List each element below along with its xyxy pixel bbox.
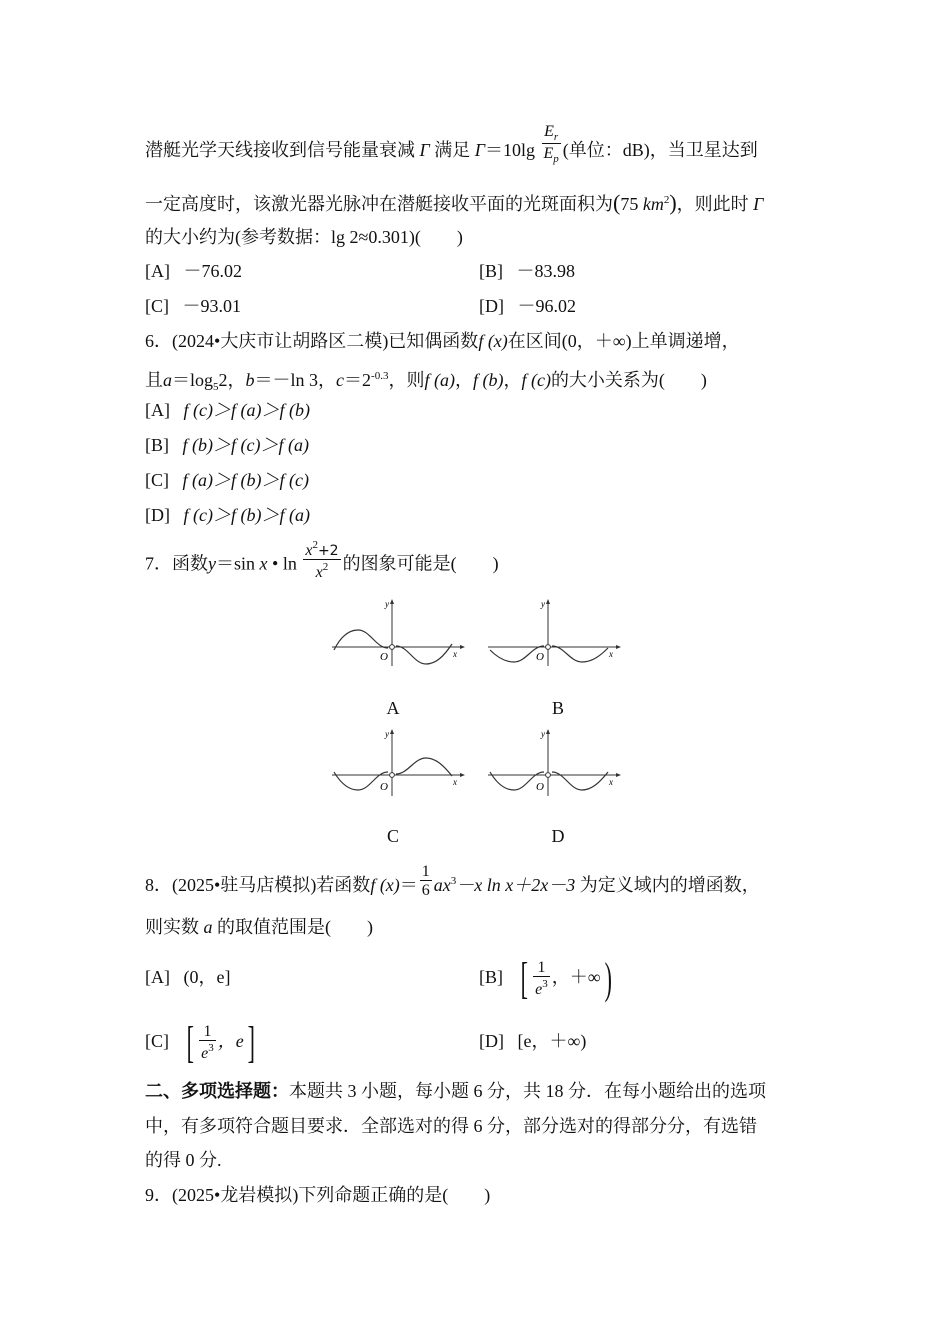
svg-text:O: O (536, 651, 544, 663)
gamma-symbol: Γ (753, 194, 764, 214)
graph-a[interactable] (330, 598, 466, 668)
q5-option-d[interactable]: [D] －96.02 (479, 296, 576, 316)
q5-text: ，则此时 (676, 194, 749, 214)
q5-text: 一定高度时，该激光器光脉冲在潜艇接收平面的光斑面积为 (145, 194, 613, 214)
q8-fraction: $\frac{1}{6}$ (421, 863, 430, 900)
q7-fraction: $\frac{x^2+2}{x^2}$ (305, 539, 339, 581)
q5-text: (单位：dB)，当卫星达到 (562, 140, 758, 160)
q8-line2: 则实数 a 的取值范围是( ) (145, 917, 373, 937)
q8-option-b[interactable]: [B] [ $\frac{1}{e^3}$ ，＋∞) (479, 953, 612, 1003)
svg-text:y: y (541, 599, 545, 609)
section2-line1: 二、多项选择题：本题共 3 小题，每小题 6 分，共 18 分．在每小题给出的选项 (145, 1081, 766, 1101)
q9-source: 龙岩模拟 (220, 1185, 293, 1205)
q5-formula: ＝10lg (485, 140, 536, 160)
q7-line: 7．函数y＝sin x • ln $\frac{x^2+2}{x^2}$ 的图象可能是( ) (145, 539, 499, 581)
q8-option-c[interactable]: [C] [ $\frac{1}{e^3}$ ，e] (145, 1017, 255, 1067)
q5-option-b[interactable]: [B] －83.98 (479, 261, 575, 281)
q5-option-c[interactable]: [C] －93.01 (145, 296, 241, 316)
q5-line1 (145, 123, 758, 166)
q6-line1: 6．(2024•大庆市让胡路区二模)已知偶函数f (x)在区间(0，＋∞)上单调递增， (145, 331, 740, 351)
q5-fraction: $\frac{E_r}{E_p}$ (543, 123, 559, 166)
graph-a-label: A (386, 698, 400, 718)
graph-d[interactable] (486, 728, 622, 798)
svg-text:x: x (609, 777, 613, 787)
svg-text:O: O (380, 651, 388, 663)
section2-line2: 中，有多项符合题目要求．全部选对的得 6 分，部分选对的得部分分，有选错 (145, 1116, 757, 1136)
svg-text:x: x (453, 649, 457, 659)
q6-option-d[interactable]: [D] f (c)＞f (b)＞f (a) (145, 505, 310, 525)
graph-b[interactable] (486, 598, 622, 668)
svg-text:y: y (385, 599, 389, 609)
svg-text:O: O (536, 781, 544, 793)
q6-line2: 且$a=\log_52$，b＝－ln 3，$c=2^{-0.3}$，则f (a)，f (b)，f (c)的大小关系为( ) (145, 370, 707, 393)
q6-option-a[interactable]: [A] f (c)＞f (a)＞f (b) (145, 400, 310, 420)
svg-text:x: x (453, 777, 457, 787)
svg-text:O: O (380, 781, 388, 793)
q9-line: 9．(2025•龙岩模拟)下列命题正确的是( ) (145, 1185, 491, 1205)
q8-option-a[interactable]: [A] (0，e] (145, 967, 231, 987)
graph-c-label: C (386, 826, 399, 846)
q5-option-a[interactable]: [A] －76.02 (145, 261, 242, 281)
graph-d-label: D (551, 826, 565, 846)
section-title: 二、多项选择题： (145, 1081, 289, 1101)
q8-source: 驻马店模拟 (220, 875, 311, 895)
q5-line3 (145, 225, 463, 249)
svg-text:y: y (541, 729, 545, 739)
q6-option-c[interactable]: [C] f (a)＞f (b)＞f (c) (145, 470, 309, 490)
q5-line2: 一定高度时，该激光器光脉冲在潜艇接收平面的光斑面积为(75 $km^2$)，则此时 Γ (145, 190, 764, 215)
q5-text: 的大小约为(参考数据：lg 2≈0.301)( ) (145, 227, 463, 247)
gamma-symbol: Γ (474, 140, 485, 160)
q5-text: 潜艇光学天线接收到信号能量衰减 (145, 140, 415, 160)
q6-source: 大庆市让胡路区二模 (220, 331, 383, 351)
svg-text:x: x (609, 649, 613, 659)
q8-line1: 8．(2025•驻马店模拟)若函数f (x)＝ $\frac{1}{6}$ $ax^3-x$ ln x＋2x－3 为定义域内的增函数， (145, 863, 760, 900)
section2-line3: 的得 0 分. (145, 1150, 222, 1170)
gamma-symbol: Γ (419, 140, 430, 160)
graph-b-label: B (551, 698, 564, 718)
q5-text: 满足 (434, 140, 471, 160)
svg-text:y: y (385, 729, 389, 739)
graph-c[interactable] (330, 728, 466, 798)
q6-option-b[interactable]: [B] f (b)＞f (c)＞f (a) (145, 435, 309, 455)
q8-option-d[interactable]: [D] [e，＋∞) (479, 1031, 587, 1051)
